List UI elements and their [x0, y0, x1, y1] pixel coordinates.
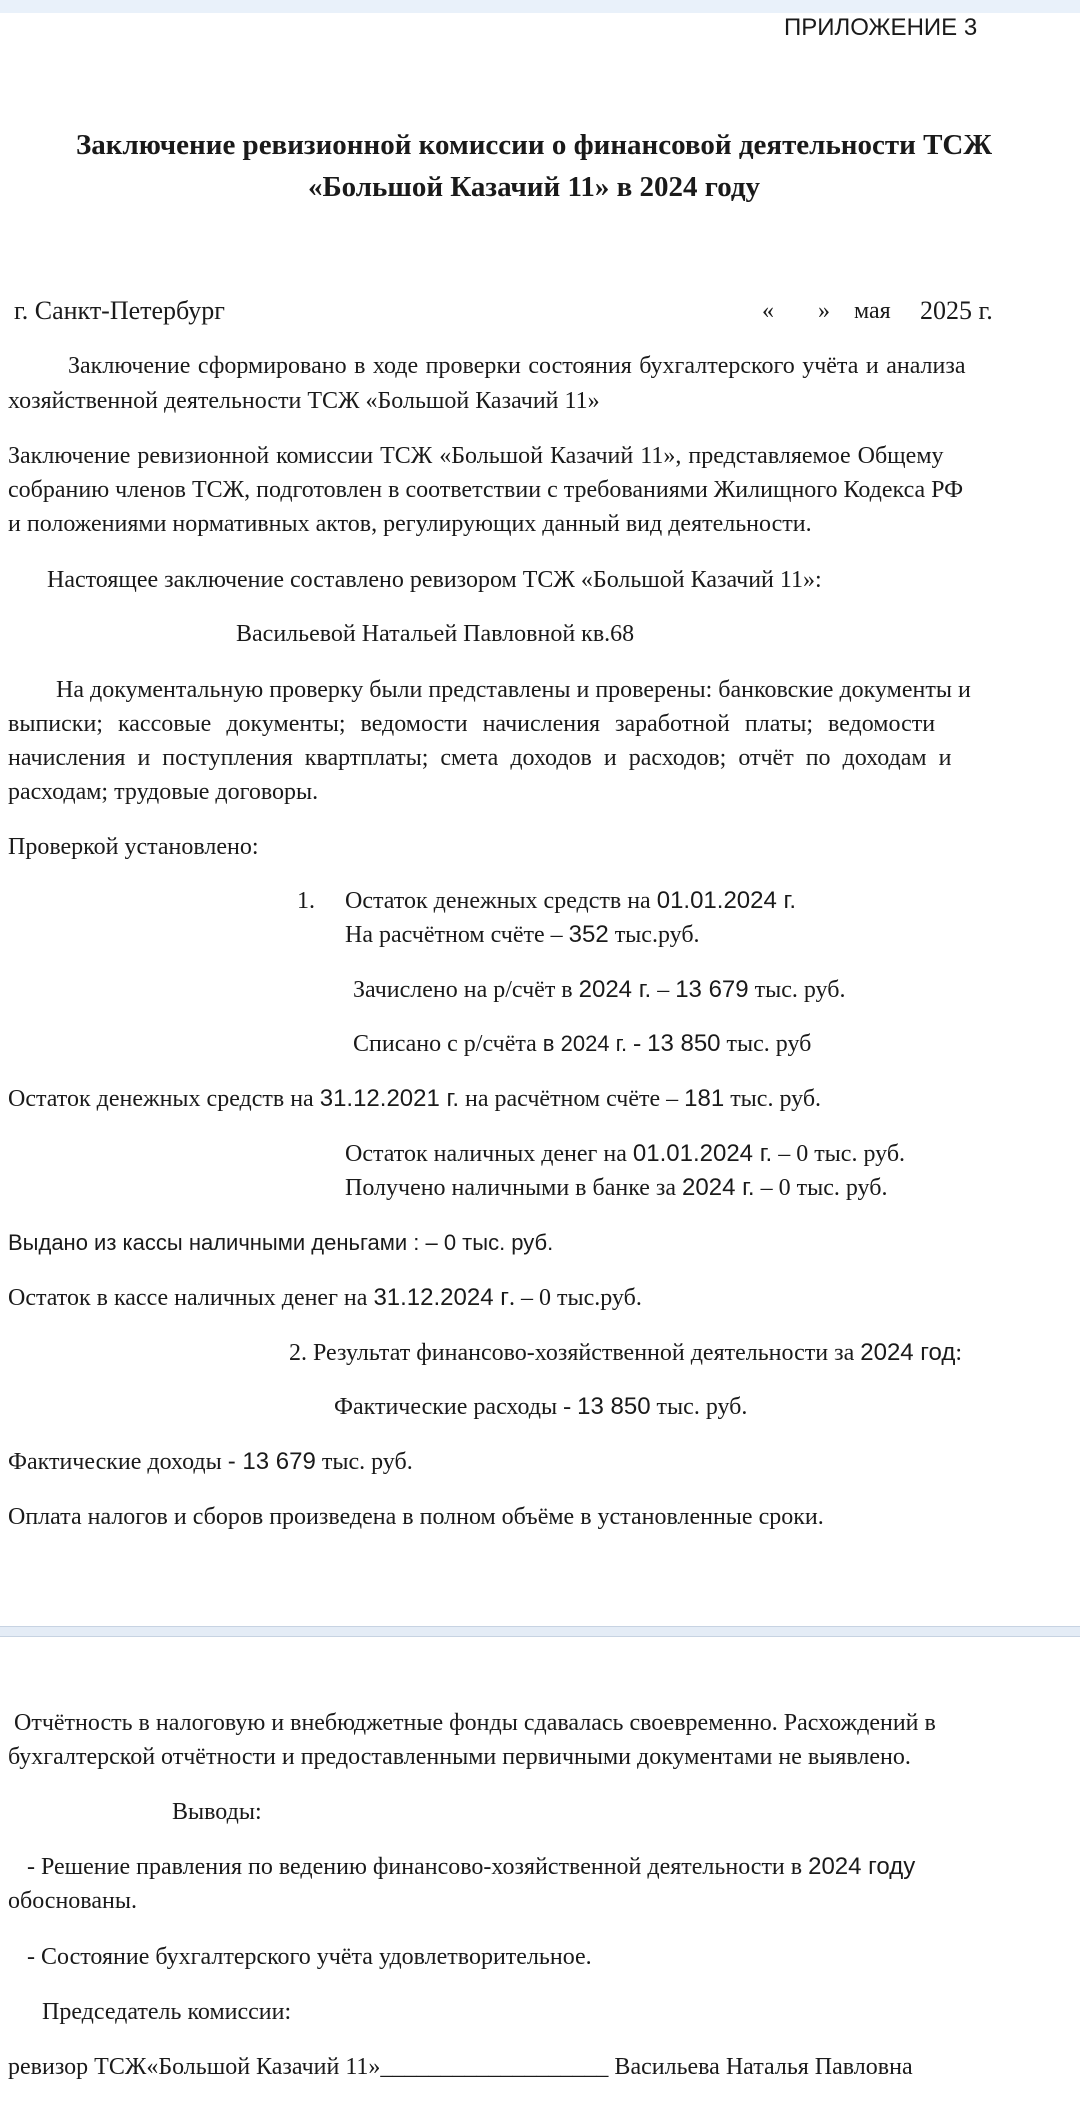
conclusion2-line: - Состояние бухгалтерского учёта удовлетворительное. [27, 1944, 592, 1970]
cash-received-year: 2024 г. [682, 1174, 755, 1201]
debited-line [353, 1027, 811, 1061]
expenses-text: Фактические расходы - [334, 1394, 578, 1420]
account-text: На расчётном счёте – [345, 922, 569, 948]
docs-line1: На документальную проверку были представлены и проверены: банковские документы и [56, 677, 971, 703]
conclusion-para-line1: Заключение ревизионной комиссии ТСЖ «Большой Казачий 11», представляемое Общему [8, 443, 944, 469]
expenses-line [334, 1390, 747, 1424]
conclusion1-line2: обоснованы. [8, 1888, 137, 1914]
item2-colon: : [955, 1340, 963, 1366]
established-label: Проверкой установлено: [8, 834, 259, 860]
docs-line3: начисления и поступления квартплаты; смета доходов и расходов; отчёт по доходам и [8, 745, 952, 771]
item1-line [345, 884, 796, 918]
balance-end-unit: тыс. руб. [724, 1086, 822, 1112]
reporting-line1: Отчётность в налоговую и внебюджетные фонды сдавалась своевременно. Расхождений в [14, 1710, 936, 1736]
date-open-quote: « [762, 298, 774, 324]
cash-received-text: Получено наличными в банке за [345, 1175, 683, 1201]
taxes-line: Оплата налогов и сборов произведена в полном объёме в установленные сроки. [8, 1504, 824, 1530]
cash-end-text: Остаток в кассе наличных денег на [8, 1285, 374, 1311]
cash-end-line [8, 1281, 642, 1315]
item1-number: 1. [297, 888, 315, 914]
expenses-value: 13 850 [577, 1393, 651, 1420]
intro-line2: хозяйственной деятельности ТСЖ «Большой Казачий 11» [8, 388, 600, 414]
cash-received-rest: – 0 тыс. руб. [754, 1175, 888, 1201]
cash-issued-line: Выдано из кассы наличными деньгами : – 0 тыс. руб. [8, 1230, 554, 1255]
item2-text: 2. Результат финансово-хозяйственной деятельности за [289, 1340, 861, 1366]
balance-end-line [8, 1082, 821, 1116]
income-line [8, 1445, 413, 1479]
signature-line: ревизор ТСЖ«Большой Казачий 11»___________________ Васильева Наталья Павловна [8, 2054, 913, 2080]
city-label: г. Санкт-Петербург [14, 296, 225, 325]
item1-text: Остаток денежных средств на [345, 888, 657, 914]
appendix-label: ПРИЛОЖЕНИЕ 3 [784, 14, 978, 41]
credited-year: 2024 г. [578, 976, 652, 1003]
income-value: - 13 679 [227, 1448, 316, 1475]
date-close-quote: » [818, 298, 830, 324]
conclusion-para-line2: собранию членов ТСЖ, подготовлен в соответствии с требованиями Жилищного Кодекса РФ [8, 477, 964, 503]
date-year: 2025 г. [920, 296, 993, 325]
debited-dash: - [627, 1031, 648, 1057]
cash-start-line [345, 1137, 905, 1171]
docs-line4: расходам; трудовые договоры. [8, 779, 319, 805]
conclusions-label: Выводы: [172, 1799, 262, 1825]
auditor-intro: Настоящее заключение составлено ревизором ТСЖ «Большой Казачий 11»: [47, 567, 822, 593]
document-title-line1: Заключение ревизионной комиссии о финансовой деятельности ТСЖ [75, 129, 993, 161]
conclusion1-line [27, 1850, 915, 1884]
cash-start-rest: – 0 тыс. руб. [772, 1141, 906, 1167]
cash-end-rest: . – 0 тыс.руб. [508, 1285, 642, 1311]
debited-value: 13 850 [647, 1030, 721, 1057]
balance-end-value: 181 [684, 1085, 725, 1112]
item1-date: 01.01.2024 г. [656, 887, 796, 914]
page-break [0, 1626, 1080, 1637]
income-text: Фактические доходы [8, 1449, 228, 1475]
document-title-line2: «Большой Казачий 11» в 2024 году [307, 171, 761, 203]
cash-start-text: Остаток наличных денег на [345, 1141, 633, 1167]
balance-end-date: 31.12.2021 г. [319, 1085, 459, 1112]
auditor-name: Васильевой Натальей Павловной кв.68 [236, 621, 635, 647]
chair-label: Председатель комиссии: [42, 1999, 292, 2025]
account-unit: тыс.руб. [608, 922, 700, 948]
balance-end-text: Остаток денежных средств на [8, 1086, 320, 1112]
credited-dash: – [651, 977, 676, 1003]
cash-start-date: 01.01.2024 г. [632, 1140, 773, 1167]
debited-unit: тыс. руб [720, 1031, 812, 1057]
item2-line [289, 1336, 962, 1370]
intro-line1: Заключение сформировано в ходе проверки состояния бухгалтерского учёта и анализа [68, 353, 966, 379]
account-line [345, 918, 700, 952]
expenses-unit: тыс. руб. [650, 1394, 748, 1420]
conclusion-para-line3: и положениями нормативных актов, регулирующих данный вид деятельности. [8, 511, 812, 537]
debited-year: в 2024 г. [542, 1031, 628, 1056]
date-month: мая [854, 298, 891, 324]
income-unit: тыс. руб. [315, 1449, 413, 1475]
cash-received-line [345, 1171, 887, 1205]
debited-text: Списано с р/счёта [353, 1031, 543, 1057]
docs-line2: выписки; кассовые документы; ведомости начисления заработной платы; ведомости [8, 711, 936, 737]
credited-line [353, 973, 845, 1007]
item2-year: 2024 год [860, 1339, 956, 1366]
conclusion1-text: - Решение правления по ведению финансово-хозяйственной деятельности в [27, 1854, 809, 1880]
credited-unit: тыс. руб. [748, 977, 846, 1003]
conclusion1-year: 2024 году [808, 1853, 916, 1880]
credited-value: 13 679 [675, 976, 749, 1003]
cash-end-date: 31.12.2024 г [373, 1284, 509, 1311]
balance-end-mid: на расчётном счёте – [459, 1086, 685, 1112]
credited-text: Зачислено на р/счёт в [353, 977, 579, 1003]
reporting-line2: бухгалтерской отчётности и предоставленными первичными документами не выявлено. [8, 1744, 911, 1770]
account-value: 352 [568, 921, 609, 948]
